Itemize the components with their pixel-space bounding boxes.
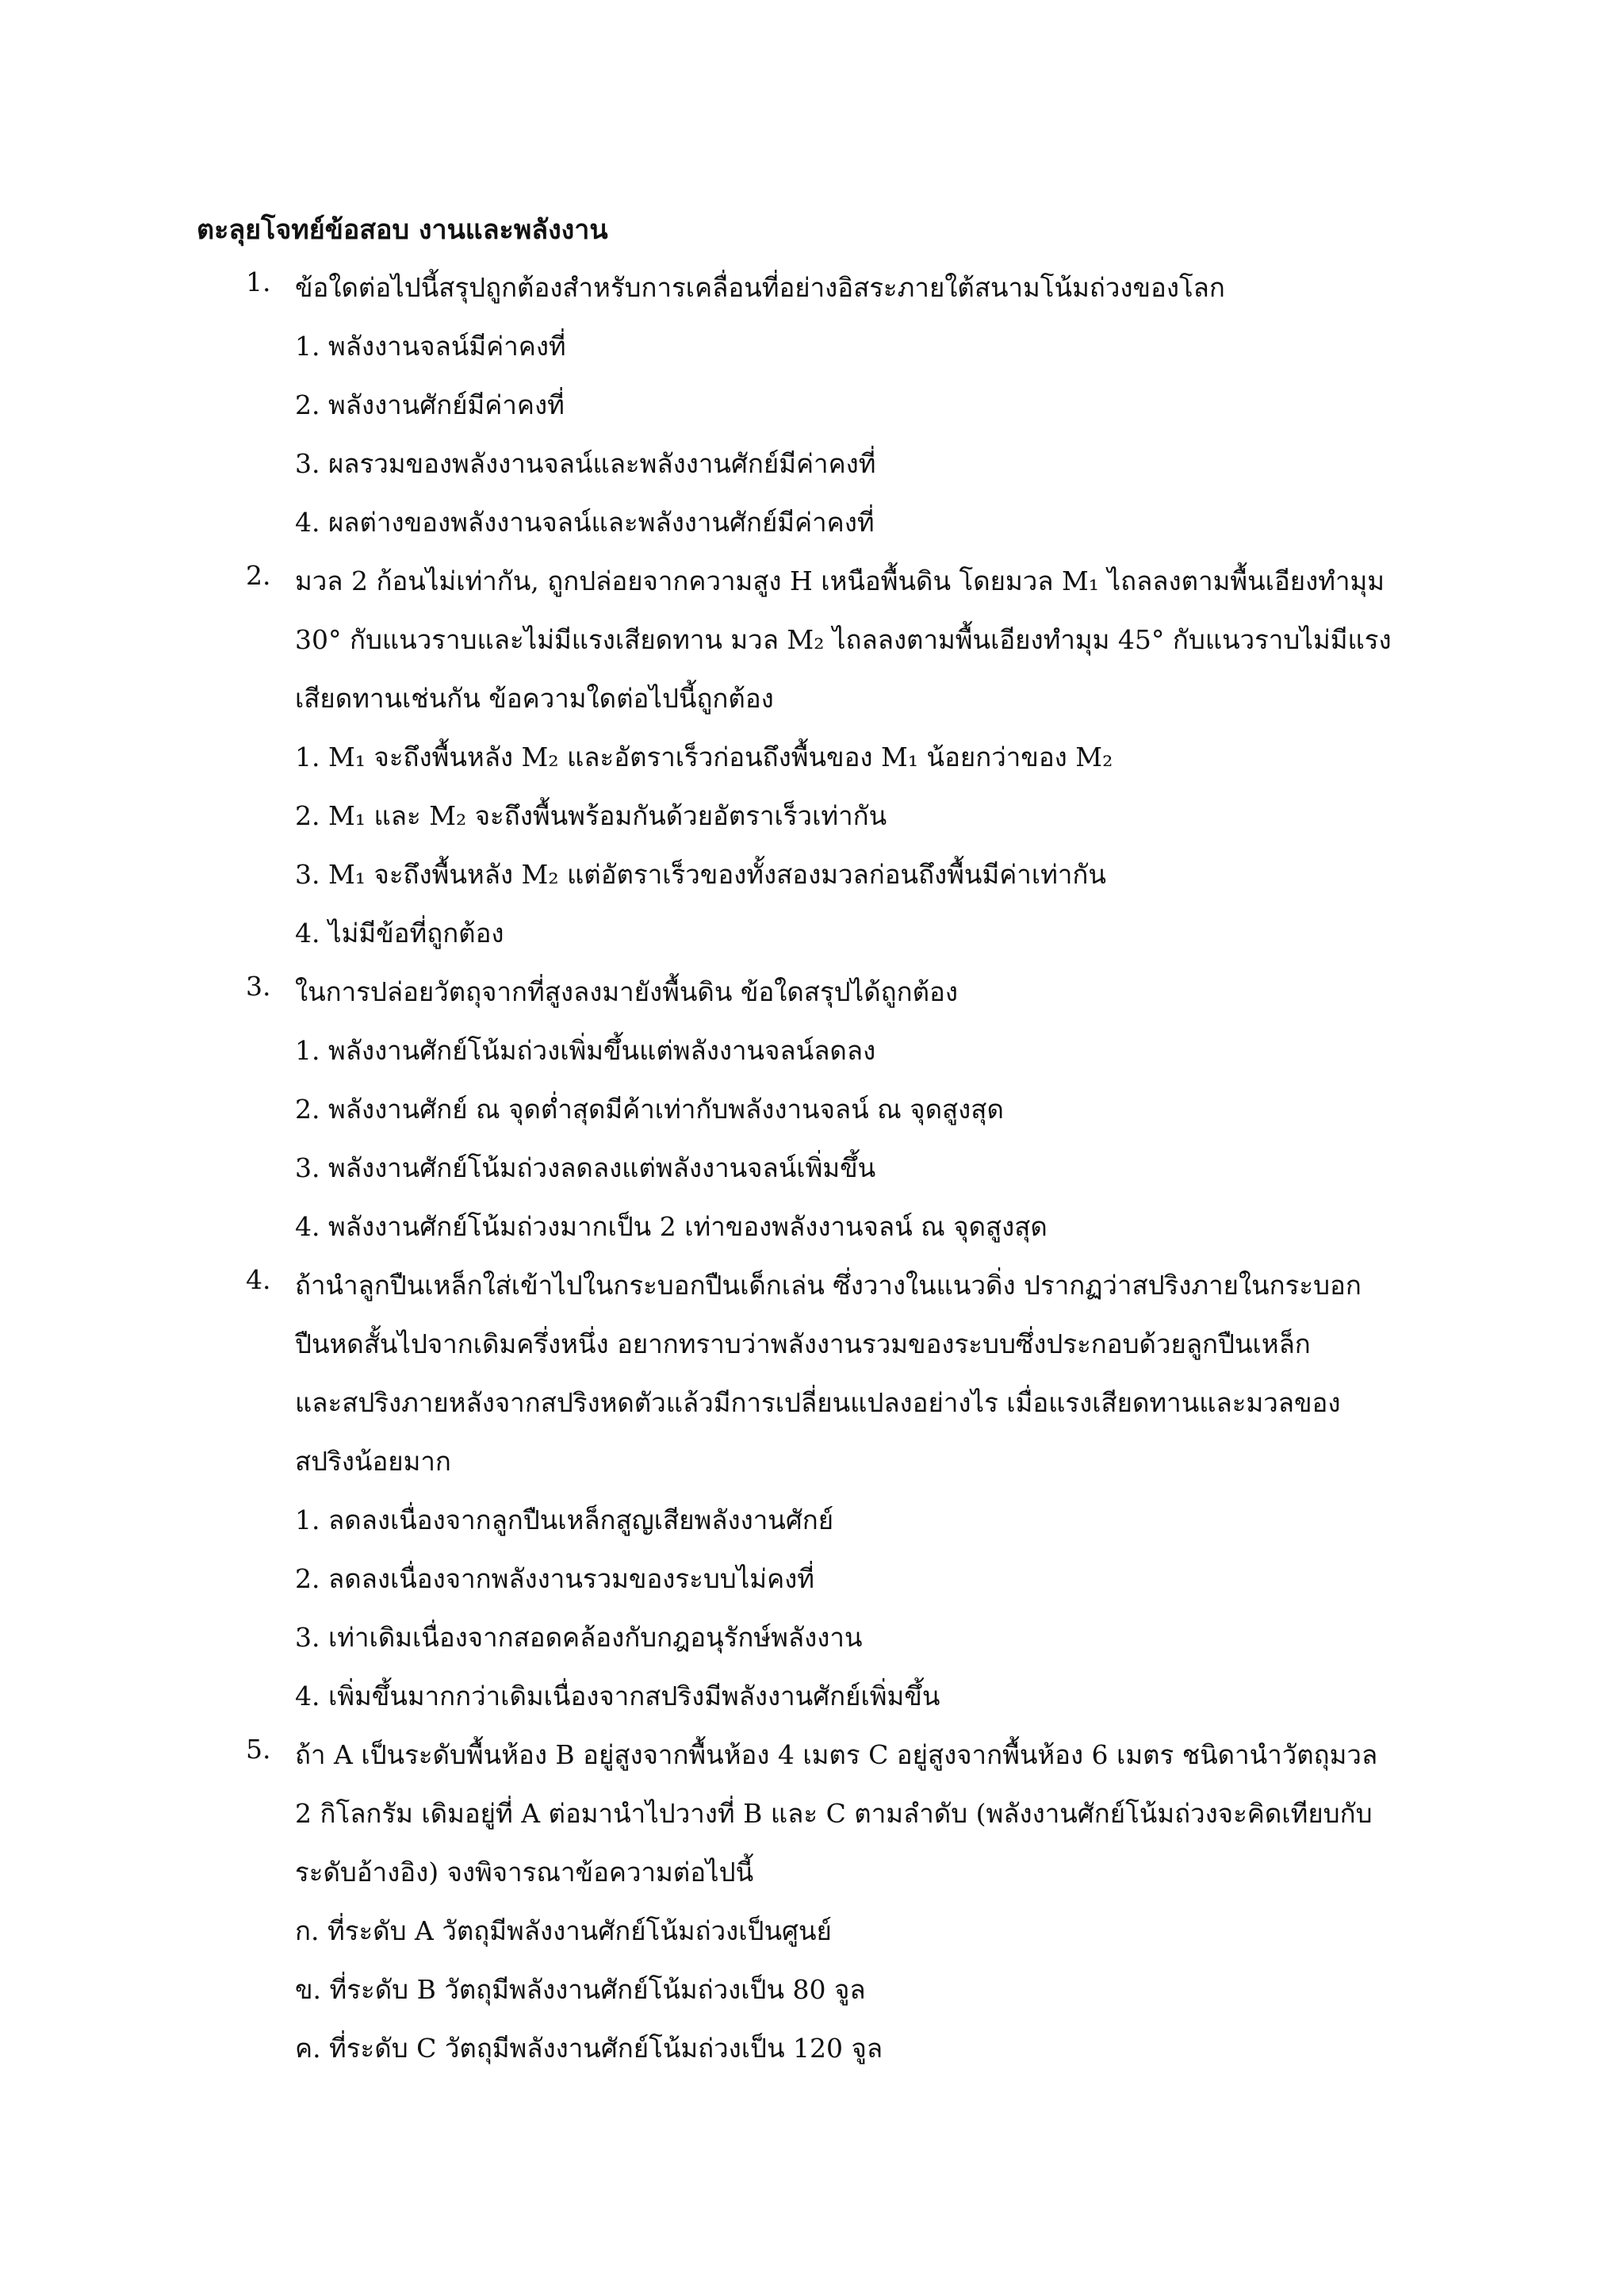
question-3-stem-line-1: ในการปล่อยวัตถุจากที่สูงลงมายังพื้นดิน ข้อใดสรุปได้ถูกต้อง — [295, 976, 958, 1007]
question-5-statement-b: ข. ที่ระดับ B วัตถุมีพลังงานศักย์โน้มถ่วงเป็น 80 จูล — [295, 1974, 866, 2005]
question-4-stem-line-2: ปืนหดสั้นไปจากเดิมครึ่งหนึ่ง อยากทราบว่าพลังงานรวมของระบบซึ่งประกอบด้วยลูกปืนเหล็ก — [295, 1328, 1311, 1359]
question-2-stem-line-3: เสียดทานเช่นกัน ข้อความใดต่อไปนี้ถูกต้อง — [295, 683, 774, 714]
question-2-option-2: 2. M₁ และ M₂ จะถึงพื้นพร้อมกันด้วยอัตราเร็วเท่ากัน — [295, 800, 887, 831]
question-1-option-2: 2. พลังงานศักย์มีค่าคงที่ — [295, 389, 565, 420]
question-2-option-3: 3. M₁ จะถึงพื้นหลัง M₂ แต่อัตราเร็วของทั้งสองมวลก่อนถึงพื้นมีค่าเท่ากัน — [295, 859, 1106, 890]
page-title: ตะลุยโจทย์ข้อสอบ งานและพลังงาน — [197, 214, 608, 246]
question-4-option-1: 1. ลดลงเนื่องจากลูกปืนเหล็กสูญเสียพลังงานศักย์ — [295, 1504, 834, 1535]
question-1-option-4: 4. ผลต่างของพลังงานจลน์และพลังงานศักย์มีค่าคงที่ — [295, 507, 875, 538]
question-5-stem-line-3: ระดับอ้างอิง) จงพิจารณาข้อความต่อไปนี้ — [295, 1857, 754, 1888]
question-2-stem-line-1: มวล 2 ก้อนไม่เท่ากัน, ถูกปล่อยจากความสูง H เหนือพื้นดิน โดยมวล M₁ ไถลลงตามพื้นเอียงทำมุม — [295, 565, 1385, 596]
question-4-option-2: 2. ลดลงเนื่องจากพลังงานรวมของระบบไม่คงที่ — [295, 1563, 815, 1594]
question-5-statement-a: ก. ที่ระดับ A วัตถุมีพลังงานศักย์โน้มถ่วงเป็นศูนย์ — [295, 1915, 832, 1946]
question-4-option-3: 3. เท่าเดิมเนื่องจากสอดคล้องกับกฎอนุรักษ์พลังงาน — [295, 1622, 863, 1653]
question-1-option-3: 3. ผลรวมของพลังงานจลน์และพลังงานศักย์มีค่าคงที่ — [295, 448, 876, 479]
question-4-number: 4. — [246, 1264, 271, 1295]
question-2-number: 2. — [246, 560, 271, 591]
question-2-stem-line-2: 30° กับแนวราบและไม่มีแรงเสียดทาน มวล M₂ ไถลลงตามพื้นเอียงทำมุม 45° กับแนวราบไม่มีแรง — [295, 624, 1392, 655]
question-5-statement-c: ค. ที่ระดับ C วัตถุมีพลังงานศักย์โน้มถ่วงเป็น 120 จูล — [295, 2033, 883, 2064]
question-1-option-1: 1. พลังงานจลน์มีค่าคงที่ — [295, 331, 566, 362]
question-1-stem-line-1: ข้อใดต่อไปนี้สรุปถูกต้องสำหรับการเคลื่อนที่อย่างอิสระภายใต้สนามโน้มถ่วงของโลก — [295, 272, 1225, 303]
question-2-option-4: 4. ไม่มีข้อที่ถูกต้อง — [295, 918, 504, 949]
question-5-stem-line-2: 2 กิโลกรัม เดิมอยู่ที่ A ต่อมานำไปวางที่ B และ C ตามลำดับ (พลังงานศักย์โน้มถ่วงจะคิดเทียบกับ — [295, 1798, 1373, 1829]
question-1-number: 1. — [246, 266, 271, 297]
question-4-stem-line-4: สปริงน้อยมาก — [295, 1446, 451, 1477]
question-3-option-4: 4. พลังงานศักย์โน้มถ่วงมากเป็น 2 เท่าของพลังงานจลน์ ณ จุดสูงสุด — [295, 1211, 1048, 1242]
question-4-stem-line-1: ถ้านำลูกปืนเหล็กใส่เข้าไปในกระบอกปืนเด็กเล่น ซึ่งวางในแนวดิ่ง ปรากฏว่าสปริงภายในกระบอก — [295, 1270, 1362, 1301]
question-5-number: 5. — [246, 1734, 271, 1765]
question-4-stem-line-3: และสปริงภายหลังจากสปริงหดตัวแล้วมีการเปลี่ยนแปลงอย่างไร เมื่อแรงเสียดทานและมวลของ — [295, 1387, 1341, 1418]
question-3-option-2: 2. พลังงานศักย์ ณ จุดต่ำสุดมีค้าเท่ากับพลังงานจลน์ ณ จุดสูงสุด — [295, 1094, 1004, 1125]
question-3-number: 3. — [246, 971, 271, 1002]
question-3-option-1: 1. พลังงานศักย์โน้มถ่วงเพิ่มขึ้นแต่พลังงานจลน์ลดลง — [295, 1035, 876, 1066]
question-4-option-4: 4. เพิ่มขึ้นมากกว่าเดิมเนื่องจากสปริงมีพลังงานศักย์เพิ่มขึ้น — [295, 1681, 940, 1711]
question-5-stem-line-1: ถ้า A เป็นระดับพื้นห้อง B อยู่สูงจากพื้นห้อง 4 เมตร C อยู่สูงจากพื้นห้อง 6 เมตร ชนิดานำวัตถุมวล — [295, 1739, 1378, 1770]
question-2-option-1: 1. M₁ จะถึงพื้นหลัง M₂ และอัตราเร็วก่อนถึงพื้นของ M₁ น้อยกว่าของ M₂ — [295, 742, 1113, 772]
question-3-option-3: 3. พลังงานศักย์โน้มถ่วงลดลงแต่พลังงานจลน์เพิ่มขึ้น — [295, 1152, 876, 1183]
